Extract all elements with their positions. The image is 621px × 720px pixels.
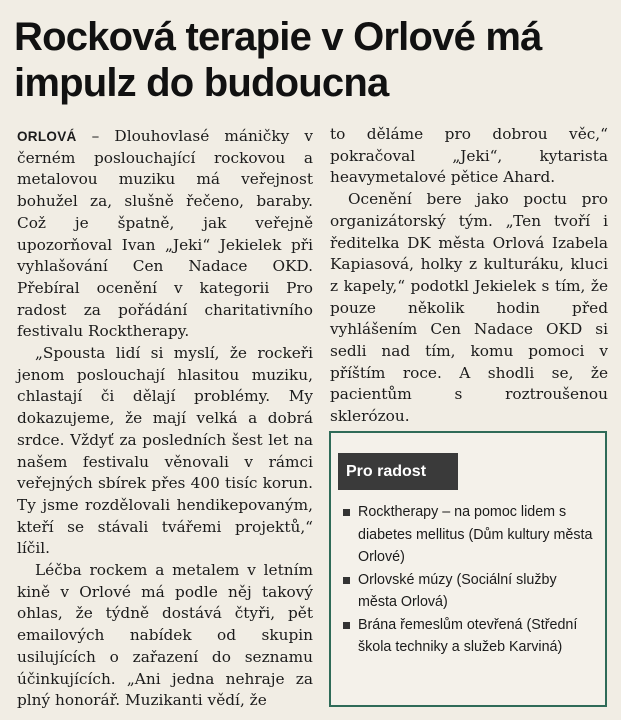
- sidebar-list: [341, 501, 599, 659]
- paragraph-3: Léčba rockem a metalem v letním kině v Orlové má podle něj takový ohlas, že týdně dostává čtyři, pět emailových nabídek od skupin usilujících o zařazení do seznamu účinkujících. „Ani jedna nehraje za plný honorář. Muzikanti vědí, že: [17, 561, 313, 710]
- article-column-1: [17, 126, 313, 712]
- article-headline: Rocková terapie v Orlové má impulz do budoucna: [14, 15, 542, 105]
- list-item-text: Brána řemeslům otevřená (Střední škola techniky a služeb Karviná): [358, 616, 578, 655]
- sidebar-title: Pro radost: [338, 453, 458, 490]
- bullet-icon: [343, 577, 350, 584]
- list-item: [341, 614, 599, 659]
- article-column-2: [330, 124, 608, 428]
- list-item: [341, 501, 599, 569]
- paragraph-4: Ocenění bere jako poctu pro organizátorský tým. „Ten tvoří i ředitelka DK města Orlová Izabela Kapiasová, holky z kulturáku, kluci z kapely,“ podotkl Jekielek s tím, že pouze několik hodin před vyhlášením Cen Nadace OKD si sedli nad tím, komu pomoci v příštím roce. A shodli se, že pacientům s roztroušenou sklerózou.: [330, 190, 608, 426]
- lead-paragraph: [17, 126, 313, 343]
- paragraph-2: „Spousta lidí si myslí, že rockeři jenom poslouchají hlasitou muziku, chlastají či dělají problémy. My dokazujeme, že mají velká a dobrá srdce. Vždyť za posledních šest let na našem festivalu věnovali v rámci veřejných sbírek přes 400 tisíc korun. Ty jsme rozdělovali hendikepovaným, kteří se stávali tvářemi projektů,“ líčil.: [17, 344, 313, 558]
- sidebar-box: [329, 431, 607, 707]
- bullet-icon: [343, 622, 350, 629]
- list-item-text: Orlovské múzy (Sociální služby města Orlová): [358, 571, 557, 610]
- list-item-text: Rocktherapy – na pomoc lidem s diabetes mellitus (Dům kultury města Orlové): [358, 504, 593, 565]
- bullet-icon: [343, 509, 350, 516]
- list-item: [341, 569, 599, 614]
- lead-text: – Dlouhovlasé máničky v černém poslouchající rockovou a metalovou muziku má veřejnost bohužel za, slušně řečeno, baraby. Což je špatně, jak veřejně upozorňoval Ivan „Jeki“ Jekielek při vyhlašování Cen Nadace OKD. Přebíral ocenění v kategorii Pro radost za pořádání charitativního festivalu Rocktherapy.: [17, 127, 313, 341]
- paragraph-3-continued: to děláme pro dobrou věc,“ pokračoval „Jeki“, kytarista heavymetalové pětice Ahard.: [330, 125, 608, 187]
- dateline: ORLOVÁ: [17, 129, 77, 144]
